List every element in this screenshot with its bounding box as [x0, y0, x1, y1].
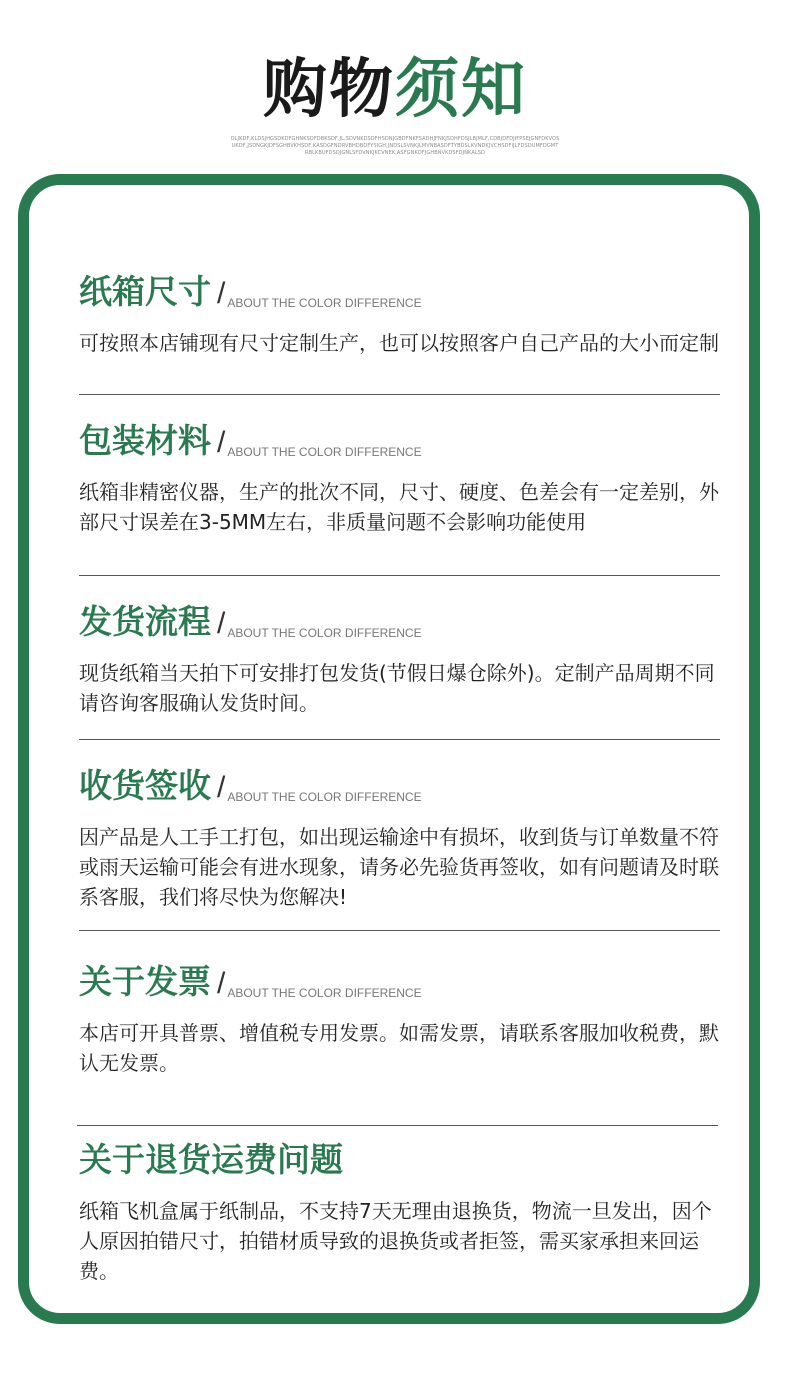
- section-subtitle: ABOUT THE COLOR DIFFERENCE: [227, 626, 422, 640]
- section-title: 关于发票: [79, 962, 211, 1001]
- section-heading: [79, 268, 729, 312]
- title-slash: /: [217, 771, 226, 804]
- section-title: 纸箱尺寸: [79, 272, 211, 311]
- section-subtitle: ABOUT THE COLOR DIFFERENCE: [227, 296, 422, 310]
- section-divider: [77, 1125, 718, 1126]
- section-return-shipping: [79, 1136, 729, 1286]
- section-divider: [79, 394, 720, 395]
- section-divider: [79, 575, 720, 576]
- section-heading: [79, 762, 729, 806]
- section-subtitle: ABOUT THE COLOR DIFFERENCE: [227, 445, 422, 459]
- section-shipping-process: [79, 598, 729, 718]
- page-title-part1: 购物: [263, 53, 395, 127]
- section-invoice: [79, 958, 729, 1078]
- section-body: 因产品是人工手工打包，如出现运输途中有损坏，收到货与订单数量不符或雨天运输可能会有进水现象，请务必先验货再签收，如有问题请及时联系客服，我们将尽快为您解决!: [79, 825, 719, 909]
- section-body: 本店可开具普票、增值税专用发票。如需发票，请联系客服加收税费，默认无发票。: [79, 1021, 719, 1075]
- section-packaging-material: [79, 417, 729, 537]
- section-receipt: [79, 762, 729, 912]
- section-heading: [79, 598, 729, 642]
- page-header: [0, 48, 790, 157]
- section-body: 纸箱非精密仪器，生产的批次不同，尺寸、硬度、色差会有一定差别，外部尺寸误差在3-5MM左右，非质量问题不会影响功能使用: [79, 480, 719, 534]
- title-slash: /: [217, 277, 226, 310]
- section-title: 包装材料: [79, 421, 211, 460]
- section-body: 现货纸箱当天拍下可安排打包发货(节假日爆仓除外)。定制产品周期不同请咨询客服确认发货时间。: [79, 661, 715, 715]
- section-heading: [79, 958, 729, 1002]
- title-slash: /: [217, 426, 226, 459]
- decorative-caption: OLJKDF,KLDSJHGSDKDFGHNKSDFDBKSDF,JL,SDVNKDSDFHSDNJGBDFNKFSADHJFNKJSDHFDSJLBJMLF,CDBJDFDJIFPSEJGNFDKVOSUKDF,JSDNGKJDFSGHBVKHSDF,KASDGFNDRVBHDBDFYSIGH,JNDSLSVNKJLMVNBASDFTYBDSLKVNDKJVCHSDFIJLFDSDUMFDGMTRBLKBUFDSDJGNLSFDVNKJKCVNEK,ASFGNKDFJGHBNVKDSFDJNKALSD: [230, 136, 560, 156]
- section-title: 关于退货运费问题: [79, 1140, 343, 1179]
- section-heading: [79, 417, 729, 461]
- section-subtitle: ABOUT THE COLOR DIFFERENCE: [227, 986, 422, 1000]
- title-slash: /: [217, 967, 226, 1000]
- page-title: [0, 48, 790, 132]
- section-divider: [79, 739, 720, 740]
- section-title: 发货流程: [79, 602, 211, 641]
- page-title-part2: 须知: [395, 53, 527, 127]
- section-divider: [79, 930, 720, 931]
- section-title: 收货签收: [79, 766, 211, 805]
- section-subtitle: ABOUT THE COLOR DIFFERENCE: [227, 790, 422, 804]
- section-body: 可按照本店铺现有尺寸定制生产，也可以按照客户自己产品的大小而定制: [79, 331, 719, 355]
- section-body: 纸箱飞机盒属于纸制品，不支持7天无理由退换货，物流一旦发出，因个人原因拍错尺寸，拍错材质导致的退换货或者拒签，需买家承担来回运费。: [79, 1199, 712, 1283]
- section-heading: [79, 1136, 729, 1180]
- title-slash: /: [217, 607, 226, 640]
- section-box-size: [79, 268, 729, 358]
